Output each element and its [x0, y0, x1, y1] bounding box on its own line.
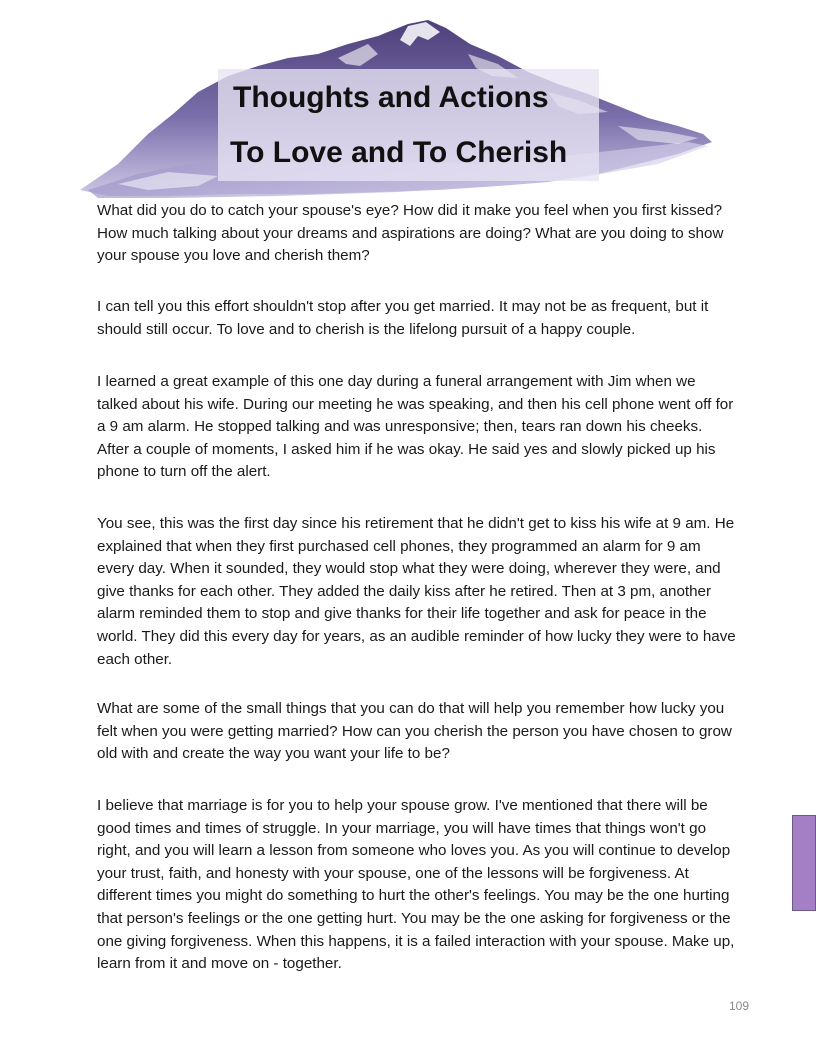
page-title-line-2: To Love and To Cherish — [230, 136, 568, 169]
paragraph-3 — [97, 371, 737, 484]
paragraph-6 — [97, 795, 737, 976]
paragraph-text: You see, this was the first day since his retirement that he didn't get to kiss his wife at 9 am. He explained that when they first purchased cell phones, they programmed an alarm for 9 am every day. When it sounded, they would stop what they were doing, wherever they were, and give thanks for each other. They added the daily kiss after he retired. Then at 3 pm, another alarm reminded them to stop and give thanks for their life together and ask for peace in the world. They did this every day for years, as an audible reminder of how lucky they were to have each other. — [97, 515, 736, 668]
paragraph-text: I learned a great example of this one day during a funeral arrangement with Jim when we talked about his wife. During our meeting he was speaking, and then his cell phone went off for a 9 am alarm. He stopped talking and was unresponsive; then, tears ran down his cheeks. After a couple of moments, I asked him if he was okay. He said yes and slowly picked up his phone to turn off the alert. — [97, 373, 734, 481]
chapter-side-tab — [792, 815, 816, 911]
paragraph-2 — [97, 296, 737, 341]
page-number: 109 — [729, 999, 750, 1013]
paragraph-text: I can tell you this effort shouldn't stop after you get married. It may not be as frequent, but it should still occur. To love and to cherish is the lifelong pursuit of a happy couple. — [97, 298, 709, 338]
page-title-line-1: Thoughts and Actions — [233, 81, 549, 114]
paragraph-1 — [97, 200, 737, 268]
paragraph-text: What did you do to catch your spouse's eye? How did it make you feel when you first kissed? How much talking about your dreams and aspirations are doing? What are you doing to show your spouse you love and cherish them? — [97, 202, 724, 265]
paragraph-text: I believe that marriage is for you to help your spouse grow. I've mentioned that there will be good times and times of struggle. In your marriage, you will have times that things won't go right, and you will learn a lesson from someone who loves you. As you will continue to develop your trust, faith, and honesty with your spouse, one of the lessons will be forgiveness. At different times you might do something to hurt the other's feelings. You may be the one hurting that person's feelings or the one getting hurt. You may be the one asking for forgiveness or the one giving forgiveness. When this happens, it is a failed interaction with your spouse. Make up, learn from it and move on - together. — [97, 797, 735, 973]
title-banner — [218, 69, 599, 181]
paragraph-5 — [97, 698, 737, 766]
paragraph-4 — [97, 513, 737, 671]
paragraph-text: What are some of the small things that you can do that will help you remember how lucky you felt when you were getting married? How can you cherish the person you have chosen to grow old with and create the way you want your life to be? — [97, 700, 732, 763]
